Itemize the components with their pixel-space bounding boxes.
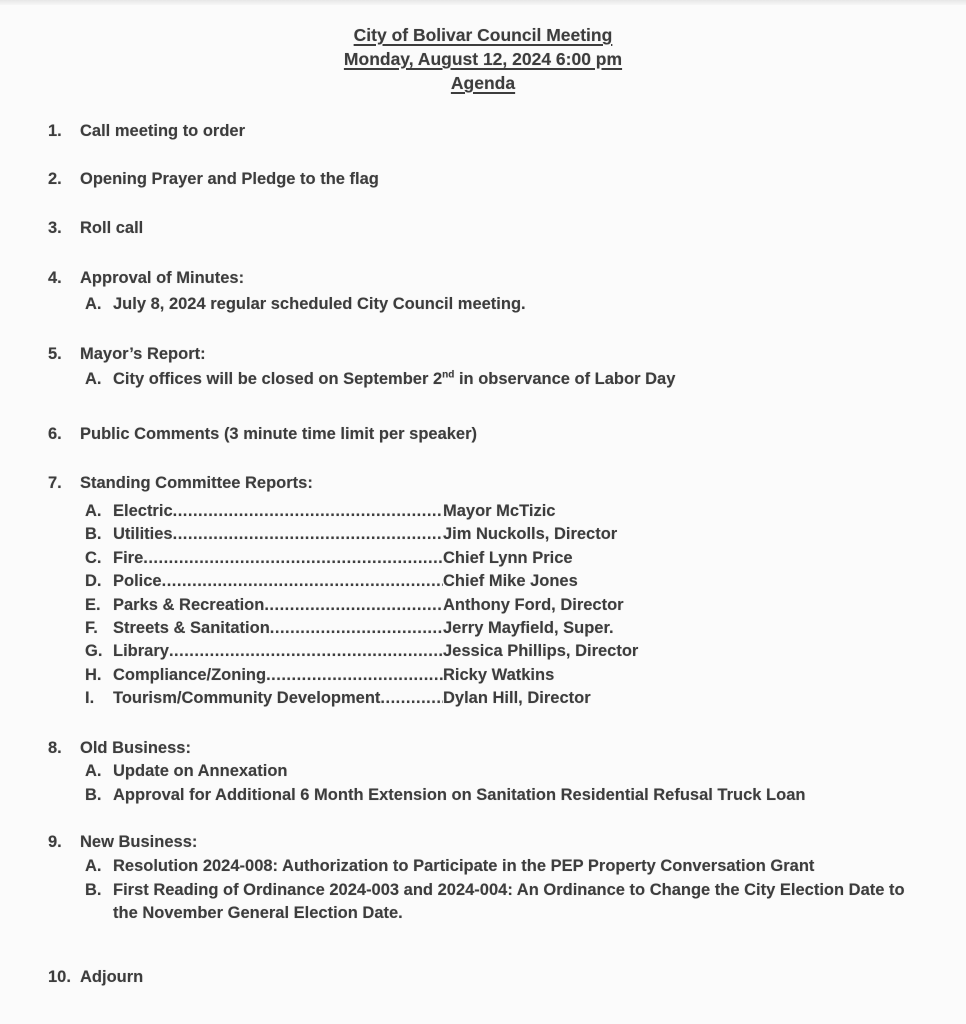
committee-name: Anthony Ford, Director <box>443 595 624 614</box>
sub-item-text-post: in observance of Labor Day <box>454 370 676 388</box>
committee-label: Utilities <box>113 525 173 544</box>
agenda-item-8a <box>0 760 966 783</box>
item-number: 9. <box>48 832 62 851</box>
sub-item-letter: I. <box>85 689 95 708</box>
agenda-item-8b <box>0 784 966 807</box>
item-text: Roll call <box>80 219 144 237</box>
committee-label: Streets & Sanitation <box>113 619 270 638</box>
agenda-item-5a <box>0 368 966 391</box>
item-number: 10. <box>48 967 71 986</box>
dot-leader <box>143 547 443 570</box>
agenda-item-8 <box>0 737 966 760</box>
item-number: 6. <box>48 425 62 443</box>
committee-name: Jim Nuckolls, Director <box>443 525 618 544</box>
committee-name: Mayor McTizic <box>443 502 556 520</box>
committee-label: Police <box>113 572 162 591</box>
committee-label: Electric <box>113 502 173 520</box>
sub-item-text: July 8, 2024 regular scheduled City Council meeting. <box>113 295 526 313</box>
committee-row-tourism <box>0 687 966 710</box>
title-block <box>0 23 966 95</box>
agenda-heading: Agenda <box>450 73 516 93</box>
committee-name: Chief Mike Jones <box>443 572 578 591</box>
dot-leader <box>173 523 443 546</box>
committee-row-compliance <box>0 664 966 687</box>
sub-item-letter: A. <box>85 502 102 520</box>
item-text: New Business: <box>80 832 198 851</box>
committee-row-parks <box>0 594 966 617</box>
item-text: Old Business: <box>80 738 191 757</box>
sub-item-text <box>113 368 675 391</box>
committee-name: Dylan Hill, Director <box>443 689 591 708</box>
meeting-datetime: Monday, August 12, 2024 6:00 pm <box>343 49 623 69</box>
agenda-item-10 <box>0 966 966 989</box>
dot-leader <box>266 664 443 687</box>
committee-name: Chief Lynn Price <box>443 548 573 567</box>
sub-item-letter: A. <box>85 856 102 875</box>
dot-leader <box>173 500 443 523</box>
item-number: 7. <box>48 474 62 492</box>
item-text: Adjourn <box>80 967 144 986</box>
sub-item-text-pre: City offices will be closed on September 2 <box>113 370 443 388</box>
agenda-item-9a <box>0 855 966 878</box>
sub-item-letter: A. <box>85 295 102 313</box>
sub-item-letter: B. <box>85 785 102 804</box>
agenda-item-7 <box>0 472 966 495</box>
item-text: Standing Committee Reports: <box>80 474 313 492</box>
sub-item-text: Resolution 2024-008: Authorization to Participate in the PEP Property Conversation Grant <box>113 856 815 875</box>
item-text: Approval of Minutes: <box>80 269 245 287</box>
agenda-item-9b <box>0 879 966 925</box>
sub-item-letter: G. <box>85 642 103 661</box>
item-number: 3. <box>48 219 62 237</box>
agenda-item-3 <box>0 217 966 240</box>
agenda-item-2 <box>0 168 966 191</box>
committee-label: Parks & Recreation <box>113 595 265 614</box>
scan-top-edge <box>0 0 966 5</box>
committee-label: Fire <box>113 548 144 567</box>
sub-item-text: Update on Annexation <box>113 761 288 780</box>
item-number: 8. <box>48 738 62 757</box>
dot-leader <box>169 640 443 663</box>
sub-item-letter: F. <box>85 619 98 638</box>
item-text: Mayor’s Report: <box>80 345 206 363</box>
committee-row-fire <box>0 547 966 570</box>
sub-item-letter: B. <box>85 525 102 544</box>
committee-row-library <box>0 640 966 663</box>
committee-row-utilities <box>0 523 966 546</box>
agenda-item-1 <box>0 120 966 143</box>
dot-leader <box>264 594 443 617</box>
sub-item-letter: H. <box>85 665 102 684</box>
committee-name: Jessica Phillips, Director <box>443 642 639 661</box>
committee-label: Tourism/Community Development <box>113 689 381 708</box>
sub-item-text: First Reading of Ordinance 2024-003 and 2024-004: An Ordinance to Change the City Election Date to the November General Election Date. <box>113 880 905 922</box>
agenda-list <box>0 120 966 989</box>
item-number: 1. <box>48 122 62 140</box>
committee-label: Compliance/Zoning <box>113 665 267 684</box>
agenda-item-4a <box>0 293 966 316</box>
committee-row-police <box>0 570 966 593</box>
item-text: Call meeting to order <box>80 122 246 140</box>
committee-name: Jerry Mayfield, Super. <box>443 619 614 638</box>
agenda-item-4 <box>0 267 966 290</box>
item-number: 5. <box>48 345 62 363</box>
sub-item-letter: B. <box>85 880 102 899</box>
sub-item-letter: A. <box>85 761 102 780</box>
item-number: 2. <box>48 170 62 188</box>
sub-item-letter: E. <box>85 595 101 614</box>
committee-row-electric <box>0 500 966 523</box>
agenda-item-6 <box>0 423 966 446</box>
sub-item-letter: A. <box>85 370 102 388</box>
item-number: 4. <box>48 269 62 287</box>
sub-item-letter: C. <box>85 548 102 567</box>
sub-item-letter: D. <box>85 572 102 591</box>
ordinal-superscript: nd <box>442 369 455 381</box>
committee-row-streets <box>0 617 966 640</box>
committee-label: Library <box>113 642 169 661</box>
committee-name: Ricky Watkins <box>443 665 555 684</box>
agenda-item-9 <box>0 831 966 854</box>
meeting-title: City of Bolivar Council Meeting <box>353 25 613 45</box>
dot-leader <box>162 570 443 593</box>
dot-leader <box>270 617 443 640</box>
item-text: Public Comments (3 minute time limit per speaker) <box>80 425 478 443</box>
dot-leader <box>380 687 443 710</box>
sub-item-text: Approval for Additional 6 Month Extension on Sanitation Residential Refusal Truck Loan <box>113 785 806 804</box>
agenda-item-5 <box>0 343 966 366</box>
item-text: Opening Prayer and Pledge to the flag <box>80 170 379 188</box>
